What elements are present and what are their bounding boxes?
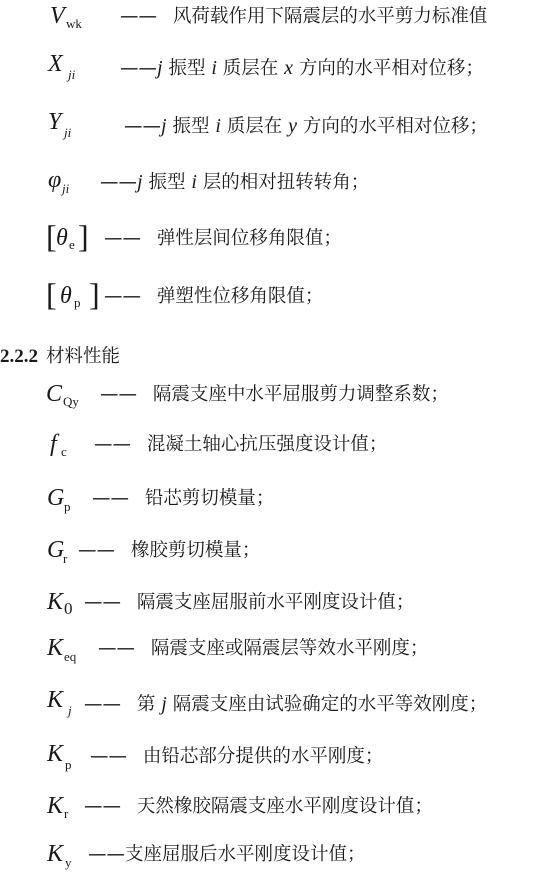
dash: —— bbox=[120, 58, 157, 79]
symbol-subscript: p bbox=[74, 295, 81, 310]
axis-var: x bbox=[284, 57, 294, 79]
definition-text: 振型 bbox=[162, 58, 212, 79]
symbol-subscript: y bbox=[65, 855, 72, 870]
axis-var: y bbox=[288, 115, 298, 137]
right-bracket: ] bbox=[78, 218, 89, 254]
symbol-entry-fc bbox=[0, 432, 553, 462]
definition-text: 橡胶剪切模量； bbox=[130, 540, 261, 561]
definition-text: 风荷载作用下隔震层的水平剪力标准值 bbox=[172, 6, 488, 27]
symbol-subscript: ji bbox=[62, 181, 70, 196]
dash: —— bbox=[84, 592, 121, 613]
symbol: K bbox=[47, 635, 64, 661]
dash: —— bbox=[88, 844, 125, 865]
definition bbox=[84, 694, 487, 715]
symbol: θ bbox=[56, 225, 68, 251]
dash: —— bbox=[104, 228, 141, 249]
symbol-subscript: c bbox=[61, 444, 67, 459]
symbol-subscript: ji bbox=[64, 125, 72, 140]
definition bbox=[104, 288, 323, 307]
symbol-entry-xji bbox=[0, 52, 553, 84]
dash: —— bbox=[94, 434, 131, 455]
symbol-subscript: j bbox=[68, 703, 72, 718]
symbol-subscript: p bbox=[64, 499, 71, 514]
symbol: G bbox=[47, 537, 65, 563]
symbol: θ bbox=[60, 283, 72, 309]
definition-text: 混凝土轴心抗压强度设计值； bbox=[146, 434, 388, 455]
symbol: K bbox=[47, 687, 64, 713]
index-var: j bbox=[161, 693, 167, 715]
definition-text: 隔震支座或隔震层等效水平刚度； bbox=[150, 638, 429, 659]
symbol: K bbox=[47, 589, 64, 615]
layer-var: i bbox=[191, 171, 197, 193]
dash: —— bbox=[100, 384, 137, 405]
definition bbox=[84, 594, 414, 613]
symbol-subscript: wk bbox=[66, 16, 82, 31]
symbol-subscript: Qy bbox=[63, 394, 79, 409]
symbol-subscript: r bbox=[63, 551, 68, 566]
definition-text: 弹塑性位移角限值； bbox=[156, 286, 324, 307]
symbol: G bbox=[47, 485, 65, 511]
definition bbox=[88, 846, 366, 865]
dash: —— bbox=[100, 172, 137, 193]
symbol-entry-vwk bbox=[0, 2, 553, 32]
definition bbox=[124, 116, 488, 137]
dash: —— bbox=[104, 286, 141, 307]
definition-text: 隔震支座由试验确定的水平等效刚度； bbox=[172, 694, 488, 715]
dash: —— bbox=[98, 638, 135, 659]
section-number: 2.2.2 bbox=[0, 346, 38, 367]
symbol: φ bbox=[48, 167, 62, 193]
dash: —— bbox=[120, 6, 157, 27]
symbol-entry-kj bbox=[0, 688, 553, 722]
layer-var: i bbox=[211, 57, 217, 79]
definition-text: 铅芯剪切模量； bbox=[144, 488, 275, 509]
symbol: V bbox=[50, 3, 65, 29]
symbol-subscript: ji bbox=[68, 67, 76, 82]
definition-text: 方向的水平相对位移； bbox=[297, 116, 488, 137]
symbol: X bbox=[48, 51, 63, 77]
definition bbox=[92, 490, 274, 509]
definition bbox=[90, 748, 383, 767]
definition-text: 隔震支座中水平屈服剪力调整系数； bbox=[152, 384, 449, 405]
layer-var: i bbox=[215, 115, 221, 137]
definition-text: 振型 bbox=[166, 116, 216, 137]
definition bbox=[104, 230, 342, 249]
symbol-entry-cqy bbox=[0, 382, 553, 412]
symbol-subscript: p bbox=[65, 757, 72, 772]
dash: —— bbox=[92, 488, 129, 509]
mode-var: j bbox=[161, 115, 167, 137]
left-bracket: [ bbox=[46, 276, 57, 312]
right-bracket: ] bbox=[89, 276, 100, 312]
definition bbox=[100, 172, 369, 193]
symbol-entry-theta-p bbox=[0, 278, 553, 314]
definition-text: 质层在 bbox=[216, 58, 285, 79]
dash: —— bbox=[90, 746, 127, 767]
symbol-subscript: eq bbox=[64, 649, 77, 664]
symbol: K bbox=[47, 741, 64, 767]
definition bbox=[120, 58, 484, 79]
symbol-subscript: e bbox=[69, 237, 75, 252]
definition-prefix: 第 bbox=[136, 694, 156, 715]
symbol: K bbox=[47, 793, 64, 819]
symbol-entry-theta-e bbox=[0, 220, 553, 256]
section-heading bbox=[0, 342, 120, 368]
definition-text: 层的相对扭转转角； bbox=[196, 172, 370, 193]
definition-text: 方向的水平相对位移； bbox=[293, 58, 484, 79]
definition-text: 支座屈服后水平刚度设计值； bbox=[125, 844, 366, 865]
symbol-entry-gr bbox=[0, 538, 553, 568]
symbol: K bbox=[47, 841, 64, 867]
left-bracket: [ bbox=[46, 218, 57, 254]
definition bbox=[120, 8, 487, 27]
symbol-entry-kp bbox=[0, 742, 553, 774]
definition-text: 弹性层间位移角限值； bbox=[156, 228, 342, 249]
symbol: Y bbox=[48, 109, 62, 135]
symbol-subscript: r bbox=[64, 806, 69, 821]
definition-text: 天然橡胶隔震支座水平刚度设计值； bbox=[136, 796, 433, 817]
symbol-entry-keq bbox=[0, 636, 553, 666]
symbol: C bbox=[46, 381, 63, 407]
symbol: f bbox=[50, 431, 57, 457]
symbol-entry-kr bbox=[0, 794, 553, 824]
definition bbox=[94, 436, 387, 455]
symbol-entry-ky bbox=[0, 842, 553, 872]
definition bbox=[84, 798, 433, 817]
section-title: 材料性能 bbox=[46, 346, 121, 367]
symbol-subscript: 0 bbox=[64, 599, 73, 618]
definition-text: 质层在 bbox=[220, 116, 289, 137]
symbol-entry-yji bbox=[0, 110, 553, 142]
dash: —— bbox=[124, 116, 161, 137]
symbol-entry-phiji bbox=[0, 168, 553, 200]
symbol-entry-gp bbox=[0, 486, 553, 516]
dash: —— bbox=[84, 796, 121, 817]
definition bbox=[78, 542, 260, 561]
definition-text: 振型 bbox=[142, 172, 192, 193]
dash: —— bbox=[78, 540, 115, 561]
definition bbox=[100, 386, 449, 405]
definition-text: 隔震支座屈服前水平刚度设计值； bbox=[136, 592, 415, 613]
mode-var: j bbox=[157, 57, 163, 79]
symbol-entry-k0 bbox=[0, 590, 553, 620]
definition bbox=[98, 640, 428, 659]
definition-text: 由铅芯部分提供的水平刚度； bbox=[142, 746, 384, 767]
dash: —— bbox=[84, 694, 121, 715]
mode-var: j bbox=[137, 171, 143, 193]
